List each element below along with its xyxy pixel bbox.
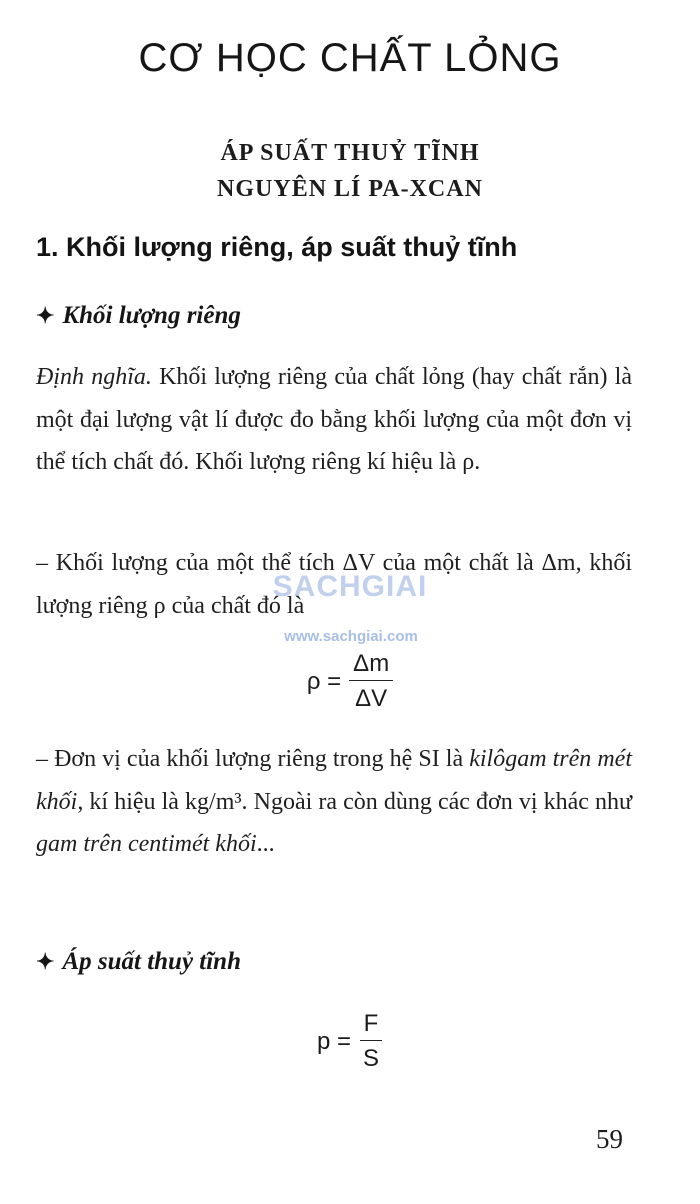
subsection-density-label: Khối lượng riêng <box>62 302 241 329</box>
unit-name: kilôgam trên mét khối <box>36 746 632 815</box>
density-numerator: Δm <box>349 650 393 681</box>
alt-unit-name: gam trên centimét khối <box>36 831 257 857</box>
watermark-logo: SACHGIAI <box>272 570 428 603</box>
diamond-bullet-icon: ✦ <box>36 949 55 974</box>
subsection-pressure <box>36 948 241 976</box>
subsection-density <box>36 302 241 330</box>
pressure-numerator: F <box>360 1010 383 1041</box>
definition-text: Khối lượng riêng của chất lỏng (hay chất rắn) là một đại lượng vật lí được đo bằng khối lượng của một đơn vị thể tích chất đó. Khối lượng riêng kí hiệu là ρ. <box>36 364 633 475</box>
section-heading: 1. Khối lượng riêng, áp suất thuỷ tĩnh <box>36 232 518 262</box>
density-fraction <box>349 650 393 713</box>
definition-paragraph <box>36 356 632 484</box>
density-formula <box>0 650 700 713</box>
definition-term: Định nghĩa. <box>36 364 152 390</box>
density-denominator: ΔV <box>355 685 388 712</box>
unit-text-1: – Đơn vị của khối lượng riêng trong hệ SI là <box>36 746 470 772</box>
page-number: 59 <box>596 1124 623 1154</box>
pressure-denominator: S <box>363 1045 380 1072</box>
pressure-formula-lhs: p = <box>316 1027 351 1055</box>
unit-paragraph <box>36 738 632 866</box>
unit-text-2: , kí hiệu là kg/m³. Ngoài ra còn dùng các đơn vị khác như <box>77 788 632 815</box>
pressure-formula <box>0 1010 700 1073</box>
density-formula-lhs: ρ = <box>306 667 342 695</box>
diamond-bullet-icon: ✦ <box>36 303 55 328</box>
subsection-pressure-label: Áp suất thuỷ tĩnh <box>62 948 241 975</box>
watermark-url: www.sachgiai.com <box>284 628 418 645</box>
chapter-title: CƠ HỌC CHẤT LỎNG <box>138 36 562 80</box>
pressure-fraction <box>359 1010 383 1073</box>
lesson-title-line-2: NGUYÊN LÍ PA-XCAN <box>217 176 483 202</box>
unit-text-3: ... <box>256 831 275 857</box>
lesson-title-line-1: ÁP SUẤT THUỶ TĨNH <box>220 140 480 166</box>
mass-volume-paragraph: – Khối lượng của một thể tích ΔV của một chất là Δm, khối lượng riêng ρ của chất đó là <box>36 550 632 619</box>
